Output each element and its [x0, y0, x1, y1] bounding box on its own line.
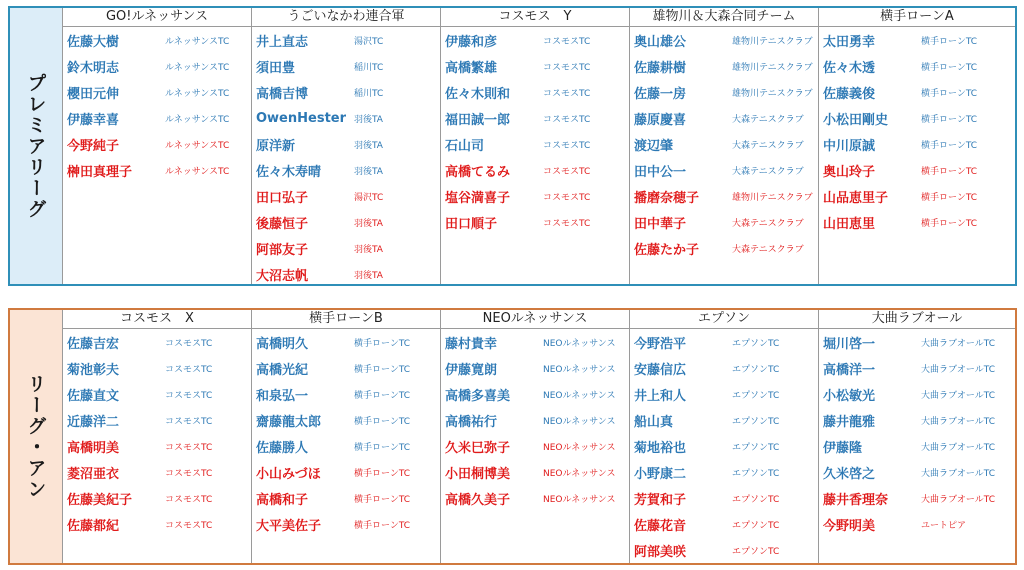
player-row	[441, 53, 629, 79]
player-name: 船山真	[634, 414, 674, 430]
player-name: 高橋和子	[256, 492, 309, 508]
player-row	[819, 433, 1015, 459]
player-row	[252, 53, 440, 79]
player-club: ルネッサンスTC	[165, 62, 230, 73]
player-row	[630, 131, 818, 157]
player-club: エプソンTC	[732, 546, 780, 557]
player-name: 渡辺肇	[634, 138, 674, 154]
player-club: 横手ローンTC	[354, 338, 411, 349]
player-row	[63, 355, 251, 381]
player-name: 佐藤美紀子	[67, 492, 133, 508]
premier-league-section	[8, 6, 1017, 286]
team-columns	[62, 310, 1015, 563]
player-name: 後藤恒子	[256, 216, 309, 232]
player-row	[63, 79, 251, 105]
player-name: 佐藤吉宏	[67, 336, 120, 352]
player-row	[630, 511, 818, 537]
player-club: ルネッサンスTC	[165, 140, 230, 151]
league-label: リーグ・アン	[24, 373, 47, 500]
player-club: 横手ローンTC	[921, 218, 978, 229]
player-club: 羽後TA	[354, 114, 383, 125]
player-name: 高橋てるみ	[445, 164, 511, 180]
player-club: 横手ローンTC	[354, 520, 411, 531]
player-club: 羽後TA	[354, 218, 383, 229]
team-column	[440, 8, 629, 284]
player-club: コスモスTC	[543, 192, 591, 203]
player-club: NEOルネッサンス	[543, 364, 616, 375]
player-club: NEOルネッサンス	[543, 494, 616, 505]
player-name: 高橋明久	[256, 336, 309, 352]
player-club: コスモスTC	[165, 338, 213, 349]
team-name: GO!ルネッサンス	[63, 8, 251, 27]
player-club: コスモスTC	[165, 364, 213, 375]
player-name: 鈴木明志	[67, 60, 120, 76]
player-name: 小田桐博美	[445, 466, 511, 482]
player-row	[63, 53, 251, 79]
player-name: 堀川啓一	[823, 336, 876, 352]
player-club: エプソンTC	[732, 494, 780, 505]
player-name: 太田勇幸	[823, 34, 876, 50]
player-club: 羽後TA	[354, 166, 383, 177]
player-name: 山品恵里子	[823, 190, 889, 206]
player-row	[441, 485, 629, 511]
player-row	[630, 433, 818, 459]
player-row	[630, 79, 818, 105]
player-name: 藤井香理奈	[823, 492, 889, 508]
player-club: コスモスTC	[543, 218, 591, 229]
player-club: 羽後TA	[354, 140, 383, 151]
player-row	[441, 27, 629, 53]
player-row	[441, 407, 629, 433]
player-club: 大森テニスクラブ	[732, 244, 804, 255]
player-club: ルネッサンスTC	[165, 36, 230, 47]
league-label-panel	[10, 8, 62, 284]
player-row	[630, 53, 818, 79]
player-name: 田中華子	[634, 216, 687, 232]
team-column	[818, 8, 1015, 284]
player-club: NEOルネッサンス	[543, 442, 616, 453]
player-club: 横手ローンTC	[921, 88, 978, 99]
player-row	[819, 105, 1015, 131]
player-club: ルネッサンスTC	[165, 166, 230, 177]
player-row	[819, 407, 1015, 433]
player-club: 大曲ラブオールTC	[921, 338, 995, 349]
player-row	[441, 209, 629, 235]
player-row	[819, 329, 1015, 355]
player-name: 菊池彰夫	[67, 362, 120, 378]
player-row	[252, 261, 440, 287]
player-club: 横手ローンTC	[921, 140, 978, 151]
player-row	[630, 105, 818, 131]
team-column	[251, 8, 440, 284]
player-row	[819, 511, 1015, 537]
player-row	[819, 355, 1015, 381]
player-name: 石山司	[445, 138, 485, 154]
player-name: 田口順子	[445, 216, 498, 232]
player-club: コスモスTC	[543, 114, 591, 125]
player-club: 横手ローンTC	[921, 166, 978, 177]
player-name: 久米巳弥子	[445, 440, 511, 456]
player-club: 稲川TC	[354, 88, 384, 99]
team-column	[62, 310, 251, 563]
player-club: 大曲ラブオールTC	[921, 468, 995, 479]
league-label-panel	[10, 310, 62, 563]
player-row	[441, 157, 629, 183]
player-club: 横手ローンTC	[354, 494, 411, 505]
player-row	[63, 27, 251, 53]
player-name: 佐々木寿晴	[256, 164, 322, 180]
player-club: コスモスTC	[165, 494, 213, 505]
league-anne-section	[8, 308, 1017, 565]
player-name: 佐藤花音	[634, 518, 687, 534]
player-club: 湯沢TC	[354, 192, 384, 203]
player-name: 齋藤龍太郎	[256, 414, 322, 430]
player-name: 大平美佐子	[256, 518, 322, 534]
player-name: 阿部美咲	[634, 544, 687, 560]
player-row	[252, 209, 440, 235]
player-row	[63, 511, 251, 537]
player-row	[252, 407, 440, 433]
player-name: 阿部友子	[256, 242, 309, 258]
team-name: うごいなかわ連合軍	[252, 8, 440, 27]
player-name: 安藤信広	[634, 362, 687, 378]
player-club: コスモスTC	[165, 390, 213, 401]
player-club: コスモスTC	[543, 166, 591, 177]
player-club: 横手ローンTC	[921, 62, 978, 73]
player-name: 藤村貴幸	[445, 336, 498, 352]
player-row	[252, 459, 440, 485]
player-name: 塩谷満喜子	[445, 190, 511, 206]
player-name: 菊地裕也	[634, 440, 687, 456]
player-name: 小松田剛史	[823, 112, 889, 128]
player-name: 榊田真理子	[67, 164, 133, 180]
player-name: 高橋吉博	[256, 86, 309, 102]
player-name: 櫻田元伸	[67, 86, 120, 102]
player-club: 大森テニスクラブ	[732, 114, 804, 125]
league-label: プレミアリーグ	[24, 72, 47, 220]
player-name: 久米啓之	[823, 466, 876, 482]
player-row	[441, 381, 629, 407]
player-row	[819, 459, 1015, 485]
player-name: 井上直志	[256, 34, 309, 50]
player-club: 雄物川テニスクラブ	[732, 36, 813, 47]
player-row	[819, 131, 1015, 157]
player-club: コスモスTC	[165, 468, 213, 479]
player-club: 稲川TC	[354, 62, 384, 73]
player-club: 横手ローンTC	[921, 114, 978, 125]
player-club: 横手ローンTC	[354, 364, 411, 375]
player-row	[252, 183, 440, 209]
player-name: 田中公一	[634, 164, 687, 180]
player-row	[630, 485, 818, 511]
player-name: 佐藤一房	[634, 86, 687, 102]
player-club: 羽後TA	[354, 244, 383, 255]
player-club: 横手ローンTC	[354, 468, 411, 479]
player-club: 雄物川テニスクラブ	[732, 88, 813, 99]
player-row	[63, 131, 251, 157]
player-club: 横手ローンTC	[354, 390, 411, 401]
player-row	[441, 433, 629, 459]
player-row	[630, 329, 818, 355]
player-club: コスモスTC	[543, 88, 591, 99]
player-name: 佐々木透	[823, 60, 876, 76]
player-name: 山田恵里	[823, 216, 876, 232]
player-club: 横手ローンTC	[354, 442, 411, 453]
team-name: NEOルネッサンス	[441, 310, 629, 329]
team-column	[629, 310, 818, 563]
player-row	[252, 105, 440, 131]
player-name: 井上和人	[634, 388, 687, 404]
team-name: 横手ローンB	[252, 310, 440, 329]
player-club: エプソンTC	[732, 364, 780, 375]
player-name: 藤原慶喜	[634, 112, 687, 128]
player-club: エプソンTC	[732, 416, 780, 427]
player-name: 伊藤幸喜	[67, 112, 120, 128]
team-column	[440, 310, 629, 563]
player-name: OwenHester	[256, 110, 347, 126]
player-name: 小松敏光	[823, 388, 876, 404]
player-row	[252, 235, 440, 261]
player-club: 大森テニスクラブ	[732, 218, 804, 229]
player-name: 今野浩平	[634, 336, 687, 352]
player-row	[630, 459, 818, 485]
player-row	[63, 157, 251, 183]
player-row	[630, 355, 818, 381]
player-club: 横手ローンTC	[354, 416, 411, 427]
player-club: 大曲ラブオールTC	[921, 390, 995, 401]
player-name: 近藤洋二	[67, 414, 120, 430]
player-row	[630, 537, 818, 563]
player-row	[63, 381, 251, 407]
player-name: 小野康二	[634, 466, 687, 482]
team-name: 横手ローンA	[819, 8, 1015, 27]
player-name: 佐藤耕樹	[634, 60, 687, 76]
player-row	[819, 27, 1015, 53]
player-club: NEOルネッサンス	[543, 338, 616, 349]
player-club: エプソンTC	[732, 520, 780, 531]
player-name: 高橋明美	[67, 440, 120, 456]
player-club: ルネッサンスTC	[165, 88, 230, 99]
player-club: ルネッサンスTC	[165, 114, 230, 125]
player-row	[441, 329, 629, 355]
player-name: 今野純子	[67, 138, 120, 154]
player-club: 大曲ラブオールTC	[921, 416, 995, 427]
player-name: 佐藤都紀	[67, 518, 120, 534]
player-name: 中川原誠	[823, 138, 876, 154]
player-row	[819, 79, 1015, 105]
player-row	[252, 485, 440, 511]
player-club: エプソンTC	[732, 468, 780, 479]
player-club: コスモスTC	[165, 442, 213, 453]
player-row	[252, 329, 440, 355]
player-name: 奥山玲子	[823, 164, 876, 180]
player-row	[819, 53, 1015, 79]
team-name: 大曲ラブオール	[819, 310, 1015, 329]
player-name: 伊藤寛朗	[445, 362, 498, 378]
player-row	[630, 381, 818, 407]
player-club: コスモスTC	[165, 520, 213, 531]
team-name: 雄物川＆大森合同チーム	[630, 8, 818, 27]
player-row	[252, 157, 440, 183]
player-club: コスモスTC	[543, 62, 591, 73]
player-row	[252, 131, 440, 157]
player-club: コスモスTC	[543, 36, 591, 47]
player-club: エプソンTC	[732, 390, 780, 401]
team-columns	[62, 8, 1015, 284]
player-row	[63, 329, 251, 355]
team-name: コスモス Y	[441, 8, 629, 27]
player-name: 須田豊	[256, 60, 296, 76]
player-row	[63, 433, 251, 459]
player-club: エプソンTC	[732, 442, 780, 453]
player-name: 佐藤たか子	[634, 242, 700, 258]
player-name: 高橋洋一	[823, 362, 876, 378]
player-club: NEOルネッサンス	[543, 416, 616, 427]
player-name: 藤井龍雅	[823, 414, 876, 430]
player-row	[252, 27, 440, 53]
player-name: 高橋多喜美	[445, 388, 511, 404]
player-name: 大沼志帆	[256, 268, 309, 284]
player-row	[252, 79, 440, 105]
player-name: 奥山雄公	[634, 34, 687, 50]
player-club: 大曲ラブオールTC	[921, 442, 995, 453]
player-row	[819, 157, 1015, 183]
player-name: 高橋光紀	[256, 362, 309, 378]
player-row	[630, 157, 818, 183]
player-club: 雄物川テニスクラブ	[732, 192, 813, 203]
player-row	[63, 459, 251, 485]
player-name: 佐藤直文	[67, 388, 120, 404]
player-row	[630, 407, 818, 433]
player-row	[630, 209, 818, 235]
player-row	[252, 433, 440, 459]
player-name: 福田誠一郎	[445, 112, 511, 128]
player-club: ユートピア	[921, 520, 967, 531]
player-row	[441, 183, 629, 209]
player-name: 芳賀和子	[634, 492, 687, 508]
player-row	[441, 355, 629, 381]
player-row	[441, 105, 629, 131]
player-club: 大曲ラブオールTC	[921, 494, 995, 505]
team-name: コスモス X	[63, 310, 251, 329]
player-name: 佐藤勝人	[256, 440, 309, 456]
player-row	[252, 355, 440, 381]
player-club: 湯沢TC	[354, 36, 384, 47]
player-club: コスモスTC	[543, 140, 591, 151]
player-row	[252, 381, 440, 407]
player-club: エプソンTC	[732, 338, 780, 349]
player-name: 高橋久美子	[445, 492, 511, 508]
team-column	[629, 8, 818, 284]
player-name: 佐藤義俊	[823, 86, 876, 102]
player-name: 原洋新	[256, 138, 296, 154]
player-club: NEOルネッサンス	[543, 390, 616, 401]
player-club: コスモスTC	[165, 416, 213, 427]
player-name: 播磨奈穂子	[634, 190, 700, 206]
player-row	[819, 485, 1015, 511]
player-row	[441, 79, 629, 105]
player-row	[630, 235, 818, 261]
team-column	[818, 310, 1015, 563]
player-name: 和泉弘一	[256, 388, 309, 404]
player-name: 田口弘子	[256, 190, 309, 206]
player-club: 大森テニスクラブ	[732, 140, 804, 151]
player-name: 伊藤隆	[823, 440, 863, 456]
player-name: 高橋祐行	[445, 414, 498, 430]
player-name: 今野明美	[823, 518, 876, 534]
player-name: 高橋繁雄	[445, 60, 498, 76]
player-row	[819, 183, 1015, 209]
player-club: 大曲ラブオールTC	[921, 364, 995, 375]
player-club: 雄物川テニスクラブ	[732, 62, 813, 73]
player-row	[252, 511, 440, 537]
player-name: 伊藤和彦	[445, 34, 498, 50]
player-row	[63, 485, 251, 511]
player-row	[441, 131, 629, 157]
player-row	[63, 105, 251, 131]
player-row	[819, 209, 1015, 235]
player-row	[819, 381, 1015, 407]
player-row	[441, 459, 629, 485]
player-row	[630, 27, 818, 53]
player-club: 大森テニスクラブ	[732, 166, 804, 177]
team-column	[251, 310, 440, 563]
team-name: エプソン	[630, 310, 818, 329]
team-column	[62, 8, 251, 284]
player-club: 横手ローンTC	[921, 36, 978, 47]
player-row	[630, 183, 818, 209]
player-name: 菱沼亜衣	[67, 466, 120, 482]
player-club: 横手ローンTC	[921, 192, 978, 203]
player-club: NEOルネッサンス	[543, 468, 616, 479]
player-name: 佐々木則和	[445, 86, 511, 102]
player-row	[63, 407, 251, 433]
player-name: 小山みづほ	[256, 466, 321, 482]
player-name: 佐藤大樹	[67, 34, 120, 50]
player-club: 羽後TA	[354, 270, 383, 281]
